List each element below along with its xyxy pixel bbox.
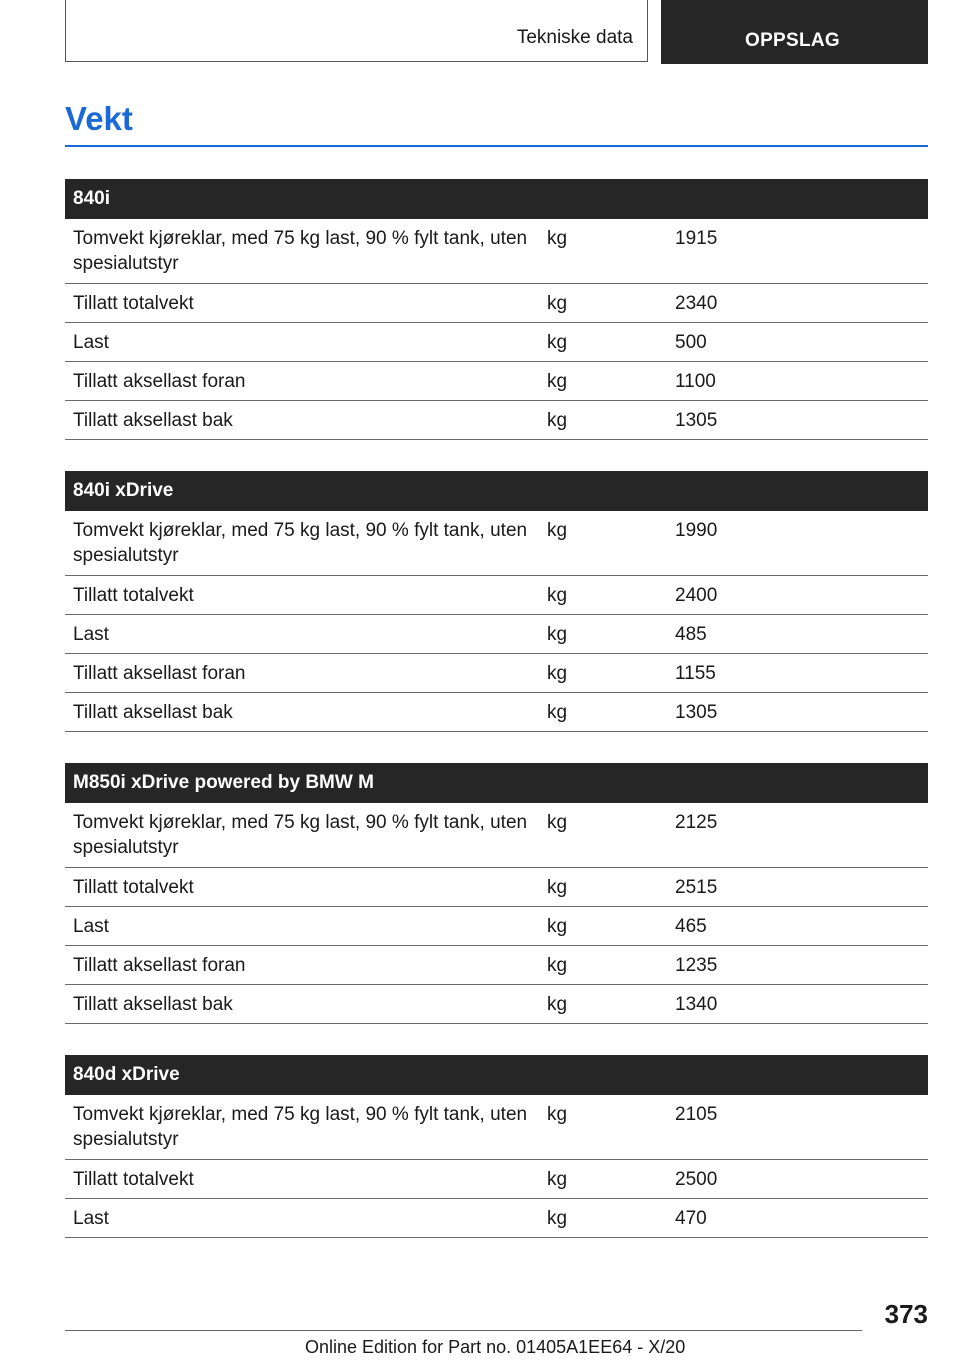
row-label: Last bbox=[73, 624, 109, 645]
row-unit: kg bbox=[547, 1169, 568, 1190]
table-row bbox=[65, 1095, 928, 1160]
table-header-model: 840i bbox=[65, 179, 928, 219]
row-unit: kg bbox=[547, 371, 568, 392]
table-row bbox=[65, 654, 928, 693]
table-row bbox=[65, 615, 928, 654]
chapter-tab bbox=[661, 0, 928, 64]
row-unit: kg bbox=[547, 585, 568, 606]
table-row bbox=[65, 868, 928, 907]
table-row bbox=[65, 323, 928, 362]
row-value: 1235 bbox=[675, 955, 718, 976]
row-label: Tomvekt kjøreklar, med 75 kg last, 90 % fylt tank, uten spesialutstyr bbox=[73, 228, 528, 274]
row-value: 2515 bbox=[675, 877, 718, 898]
table-row bbox=[65, 1199, 928, 1238]
table-row bbox=[65, 511, 928, 576]
row-label: Tillatt aksellast bak bbox=[73, 994, 233, 1015]
table-row bbox=[65, 1160, 928, 1199]
row-label: Tillatt aksellast foran bbox=[73, 371, 246, 392]
table-row bbox=[65, 576, 928, 615]
row-unit: kg bbox=[547, 812, 568, 833]
row-value: 470 bbox=[675, 1208, 707, 1229]
row-label: Tillatt totalvekt bbox=[73, 293, 194, 314]
table-row bbox=[65, 219, 928, 284]
row-label: Tillatt aksellast foran bbox=[73, 955, 246, 976]
row-value: 465 bbox=[675, 916, 707, 937]
row-label: Last bbox=[73, 332, 109, 353]
row-label: Tomvekt kjøreklar, med 75 kg last, 90 % fylt tank, uten spesialutstyr bbox=[73, 812, 528, 858]
table-header-model: 840i xDrive bbox=[65, 471, 928, 511]
section-tab bbox=[65, 0, 648, 62]
row-label: Tillatt totalvekt bbox=[73, 585, 194, 606]
row-value: 1340 bbox=[675, 994, 718, 1015]
row-value: 1305 bbox=[675, 702, 718, 723]
table-row bbox=[65, 284, 928, 323]
weight-table bbox=[65, 1055, 928, 1238]
weight-table bbox=[65, 179, 928, 440]
page-header bbox=[65, 0, 928, 64]
row-unit: kg bbox=[547, 1208, 568, 1229]
section-label: Tekniske data bbox=[516, 27, 633, 48]
table-row bbox=[65, 985, 928, 1024]
table-row bbox=[65, 401, 928, 440]
row-label: Tillatt aksellast bak bbox=[73, 702, 233, 723]
row-label: Last bbox=[73, 916, 109, 937]
chapter-label: OPPSLAG bbox=[744, 30, 840, 51]
row-label: Tillatt totalvekt bbox=[73, 877, 194, 898]
edition-note: Online Edition for Part no. 01405A1EE64 - X/20 bbox=[305, 1337, 686, 1357]
row-value: 2340 bbox=[675, 293, 718, 314]
table-row bbox=[65, 803, 928, 868]
row-unit: kg bbox=[547, 994, 568, 1015]
row-value: 2400 bbox=[675, 585, 718, 606]
row-value: 1100 bbox=[675, 371, 716, 392]
row-value: 2105 bbox=[675, 1104, 718, 1125]
table-header-model: 840d xDrive bbox=[65, 1055, 928, 1095]
row-value: 1155 bbox=[675, 663, 716, 684]
row-label: Tomvekt kjøreklar, med 75 kg last, 90 % fylt tank, uten spesialutstyr bbox=[73, 1104, 528, 1150]
row-unit: kg bbox=[547, 663, 568, 684]
row-value: 2125 bbox=[675, 812, 718, 833]
page-number: 373 bbox=[884, 1299, 928, 1329]
row-unit: kg bbox=[547, 228, 568, 249]
page-title: Vekt bbox=[65, 100, 133, 137]
row-value: 1915 bbox=[675, 228, 718, 249]
row-unit: kg bbox=[547, 520, 568, 541]
row-label: Tillatt aksellast foran bbox=[73, 663, 246, 684]
table-row bbox=[65, 946, 928, 985]
title-divider bbox=[65, 145, 928, 147]
row-unit: kg bbox=[547, 332, 568, 353]
weight-table bbox=[65, 763, 928, 1024]
row-value: 1990 bbox=[675, 520, 718, 541]
row-unit: kg bbox=[547, 1104, 568, 1125]
table-header-model: M850i xDrive powered by BMW M bbox=[65, 763, 928, 803]
row-label: Tillatt aksellast bak bbox=[73, 410, 233, 431]
row-unit: kg bbox=[547, 624, 568, 645]
row-unit: kg bbox=[547, 877, 568, 898]
weight-table bbox=[65, 471, 928, 732]
table-row bbox=[65, 362, 928, 401]
row-value: 1305 bbox=[675, 410, 718, 431]
row-unit: kg bbox=[547, 410, 568, 431]
row-value: 485 bbox=[675, 624, 707, 645]
table-row bbox=[65, 693, 928, 732]
row-label: Tillatt totalvekt bbox=[73, 1169, 194, 1190]
row-unit: kg bbox=[547, 702, 568, 723]
weight-tables bbox=[65, 179, 928, 1269]
table-row bbox=[65, 907, 928, 946]
row-value: 2500 bbox=[675, 1169, 718, 1190]
row-unit: kg bbox=[547, 955, 568, 976]
row-unit: kg bbox=[547, 293, 568, 314]
row-label: Tomvekt kjøreklar, med 75 kg last, 90 % fylt tank, uten spesialutstyr bbox=[73, 520, 528, 566]
row-value: 500 bbox=[675, 332, 707, 353]
footer-divider bbox=[65, 1330, 862, 1331]
row-unit: kg bbox=[547, 916, 568, 937]
row-label: Last bbox=[73, 1208, 109, 1229]
